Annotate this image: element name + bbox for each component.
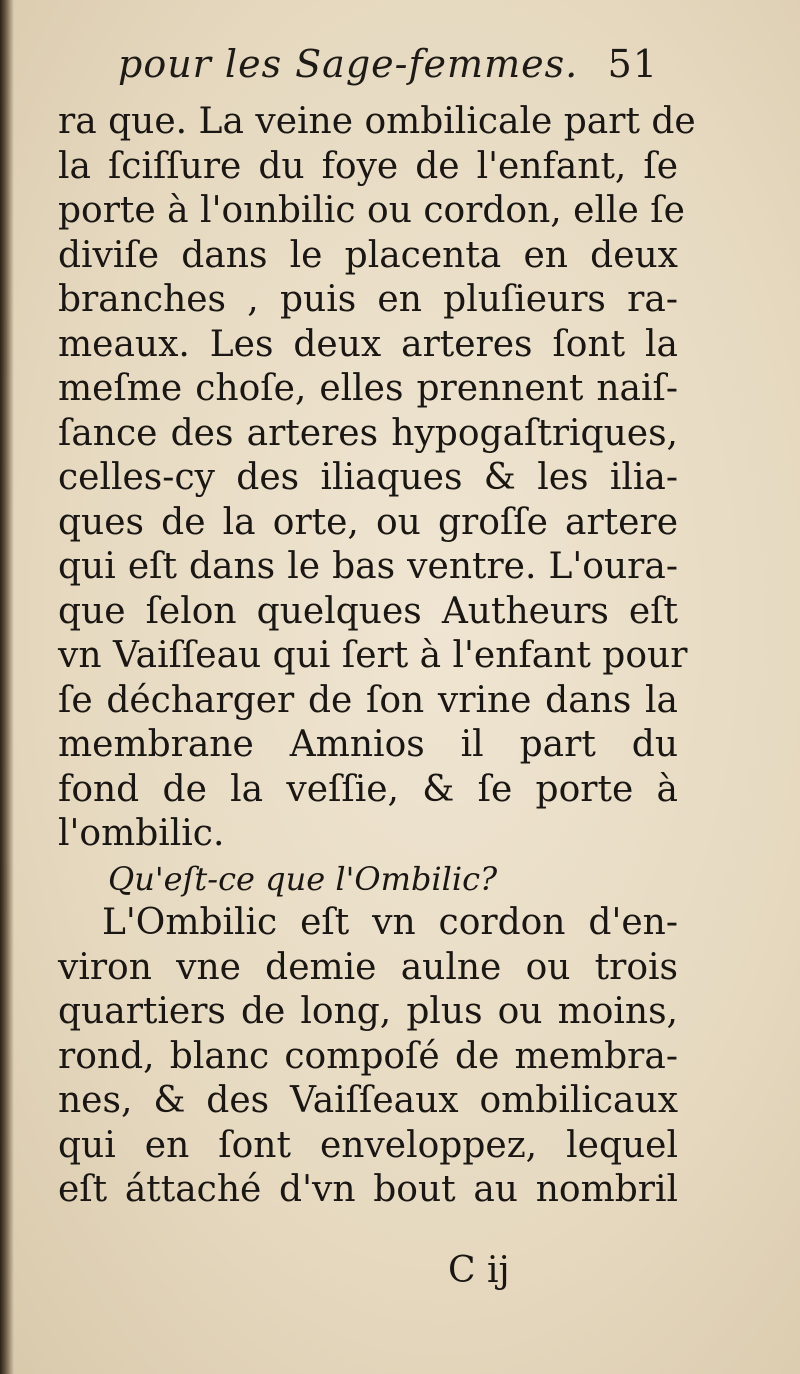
running-head [118,42,658,92]
text-line: diviſe dans le placenta en deux [58,234,678,276]
text-line: branches , puis en pluſieurs ra- [58,279,678,320]
text-line: ra que. La veine ombilicale part de [58,101,696,142]
page-number: 51 [607,42,658,86]
text-line: l'ombilic. [58,813,225,854]
section-question-heading: Qu'eſt-ce que l'Ombilic? [108,859,498,898]
text-line: meſme choſe, elles prennent naiſ- [58,368,678,409]
text-line: nes, & des Vaiſſeaux ombilicaux [58,1080,678,1121]
text-line: ques de la orte, ou groſſe artere [58,501,678,543]
text-line: fond de la veſſie, & ſe porte à [58,768,678,810]
running-head-title: pour les Sage-femmes. [118,42,579,86]
text-line: eſt áttaché d'vn bout au nombril [58,1169,678,1210]
text-line: ſe décharger de ſon vrine dans la [58,679,678,721]
text-line: celles-cy des iliaques & les ilia- [58,457,678,498]
text-line: que ſelon quelques Autheurs eſt [58,590,678,632]
text-line: L'Ombilic eſt vn cordon d'en- [102,902,678,943]
text-line: quartiers de long, plus ou moins, [58,991,678,1032]
text-line: qui en ſont enveloppez, lequel [58,1124,678,1166]
signature-mark: C ij [448,1250,510,1291]
text-line: ſance des arteres hypogaſtriques, [58,412,678,454]
text-line: la ſciſſure du foye de l'enfant, ſe [58,145,678,187]
body-text [58,100,696,1213]
text-line: membrane Amnios il part du [58,724,678,765]
text-line: viron vne demie aulne ou trois [58,946,678,988]
text-line: meaux. Les deux arteres ſont la [58,323,678,365]
text-line: vn Vaiſſeau qui ſert à l'enfant pour [58,635,688,676]
text-line: qui eſt dans le bas ventre. L'oura- [58,546,678,587]
text-line: porte à l'oınbilic ou cordon, elle ſe [58,190,685,231]
text-line: rond, blanc compoſé de membra- [58,1035,678,1077]
binding-shadow [0,0,14,1374]
